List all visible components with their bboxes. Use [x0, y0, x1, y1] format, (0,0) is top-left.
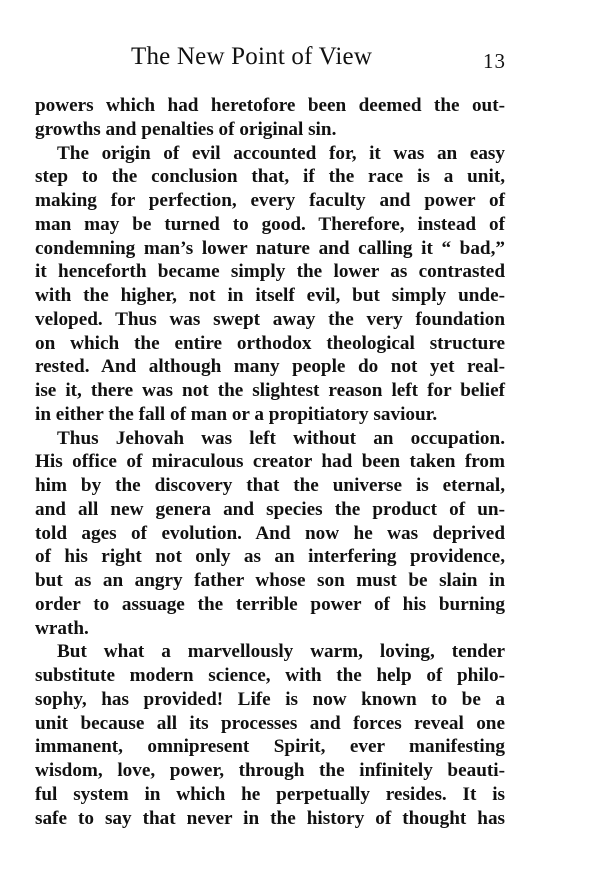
page-number: 13: [483, 49, 506, 73]
running-title: The New Point of View: [131, 43, 373, 70]
text-line: and all new genera and species the product of un-: [35, 498, 505, 520]
text-line: order to assuage the terrible power of his burning: [35, 593, 505, 615]
text-line: unit because all its processes and forces reveal one: [35, 712, 505, 734]
text-line: man may be turned to good. Therefore, instead of: [35, 213, 505, 235]
text-line: wrath.: [35, 617, 89, 639]
text-line: safe to say that never in the history of thought has: [35, 807, 505, 829]
text-line: it henceforth became simply the lower as contrasted: [35, 261, 505, 283]
running-head: [0, 40, 600, 74]
text-line: powers which had heretofore been deemed the out-: [35, 95, 505, 116]
text-line: His office of miraculous creator had been taken from: [35, 451, 505, 473]
text-line: told ages of evolution. And now he was deprived: [35, 522, 505, 544]
text-line: ful system in which he perpetually resides. It is: [35, 783, 505, 805]
text-line: him by the discovery that the universe is eternal,: [35, 475, 505, 496]
text-line: growths and penalties of original sin.: [35, 118, 337, 140]
text-line: veloped. Thus was swept away the very foundation: [35, 308, 505, 330]
text-line: wisdom, love, power, through the infinitely beauti-: [35, 760, 505, 781]
text-line: ise it, there was not the slightest reason left for belief: [35, 380, 505, 401]
text-line: rested. And although many people do not yet real-: [35, 356, 505, 378]
text-line: condemning man’s lower nature and calling it “ bad,”: [35, 237, 505, 259]
paragraph-first-line: But what a marvellously warm, loving, tender: [57, 641, 505, 663]
text-line: but as an angry father whose son must be slain in: [35, 570, 505, 591]
text-line: sophy, has provided! Life is now known to be a: [35, 688, 505, 710]
text-line: in either the fall of man or a propitiatory saviour.: [35, 403, 438, 425]
text-line: immanent, omnipresent Spirit, ever manifesting: [35, 736, 505, 758]
text-line: substitute modern science, with the help of philo-: [35, 665, 505, 686]
text-line: of his right not only as an interfering providence,: [35, 546, 505, 568]
text-line: on which the entire orthodox theological structure: [35, 332, 505, 354]
paragraph-first-line: Thus Jehovah was left without an occupation.: [57, 427, 505, 449]
text-line: making for perfection, every faculty and power of: [35, 190, 505, 211]
paragraph-first-line: The origin of evil accounted for, it was an easy: [57, 142, 505, 164]
body-text: [35, 94, 505, 830]
text-line: step to the conclusion that, if the race is a unit,: [35, 166, 505, 188]
text-line: with the higher, not in itself evil, but simply unde-: [35, 285, 505, 306]
